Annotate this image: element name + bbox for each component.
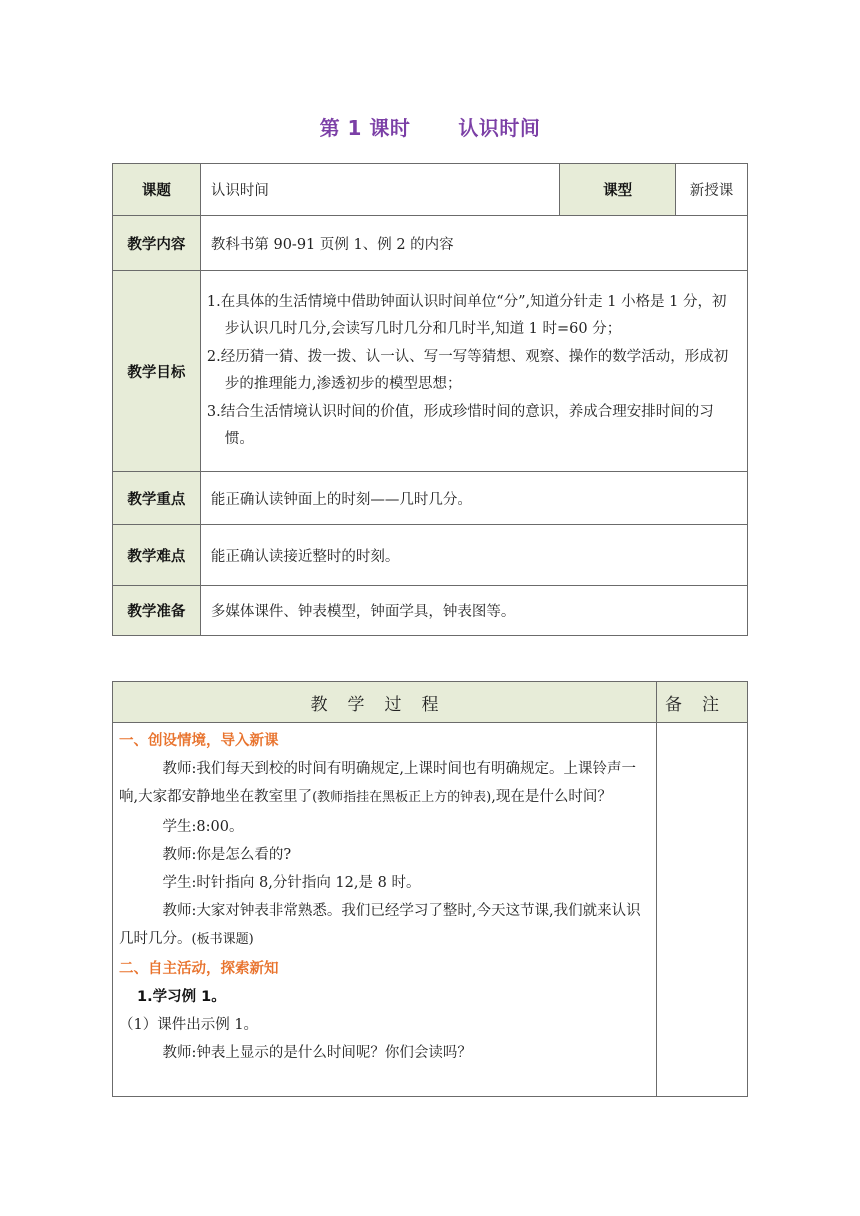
- goal-item: 1.在具体的生活情境中借助钟面认识时间单位“分”,知道分针走 1 小格是 1 分，初步认识几时几分,会读写几时几分和几时半,知道 1 时=60 分；: [206, 293, 727, 337]
- preparation-label: 教学准备: [113, 586, 201, 636]
- topic-label: 课题: [113, 164, 201, 216]
- process-content: [113, 723, 657, 1097]
- preparation-value: 多媒体课件、钟表模型，钟面学具，钟表图等。: [200, 586, 747, 636]
- lesson-info-table: [112, 163, 748, 636]
- teaching-process-table: [112, 681, 748, 1097]
- content-value: 教科书第 90-91 页例 1、例 2 的内容: [200, 216, 747, 271]
- process-header: 教学过程: [113, 682, 657, 723]
- goals-list: [200, 271, 747, 472]
- lesson-number: 第 1 课时: [319, 116, 411, 140]
- key-point-value: 能正确认读钟面上的时刻——几时几分。: [200, 472, 747, 525]
- subsection-heading: 1.学习例 1。: [137, 988, 226, 1005]
- topic-value: 认识时间: [200, 164, 559, 216]
- lesson-topic: 认识时间: [458, 116, 541, 140]
- goal-item: 3.结合生活情境认识时间的价值，形成珍惜时间的意识，养成合理安排时间的习惯。: [206, 403, 714, 447]
- section-heading: 二、自主活动，探索新知: [119, 960, 279, 977]
- section-heading: 一、创设情境，导入新课: [119, 733, 279, 749]
- goal-item: 2.经历猜一猜、拨一拨、认一认、写一写等猜想、观察、操作的数学活动，形成初步的推理能力,渗透初步的模型思想；: [206, 348, 729, 392]
- notes-cell: [657, 723, 748, 1097]
- goals-label: 教学目标: [113, 271, 201, 472]
- paragraph: 学生:时针指向 8,分针指向 12,是 8 时。: [162, 875, 421, 892]
- step: （1）课件出示例 1。: [119, 1017, 259, 1034]
- paragraph: 教师:大家对钟表非常熟悉。我们已经学习了整时,今天这节课,我们就来认识几时几分。(板书课题): [119, 903, 641, 948]
- type-value: 新授课: [676, 164, 748, 216]
- paragraph: 教师:我们每天到校的时间有明确规定,上课时间也有明确规定。上课铃声一响,大家都安静地坐在教室里了(教师指挂在黑板正上方的钟表),现在是什么时间？: [119, 761, 636, 806]
- annotation: (教师指挂在黑板正上方的钟表): [312, 790, 492, 806]
- type-label: 课型: [560, 164, 676, 216]
- notes-header: 备注: [657, 682, 748, 723]
- key-point-label: 教学重点: [113, 472, 201, 525]
- difficulty-value: 能正确认读接近整时的时刻。: [200, 525, 747, 586]
- paragraph: 学生:8:00。: [162, 818, 244, 835]
- paragraph: 教师:你是怎么看的?: [162, 846, 292, 863]
- content-label: 教学内容: [113, 216, 201, 271]
- paragraph: 教师:钟表上显示的是什么时间呢？你们会读吗？: [162, 1045, 472, 1062]
- page-title: [0, 112, 860, 141]
- annotation: (板书课题): [191, 932, 254, 948]
- difficulty-label: 教学难点: [113, 525, 201, 586]
